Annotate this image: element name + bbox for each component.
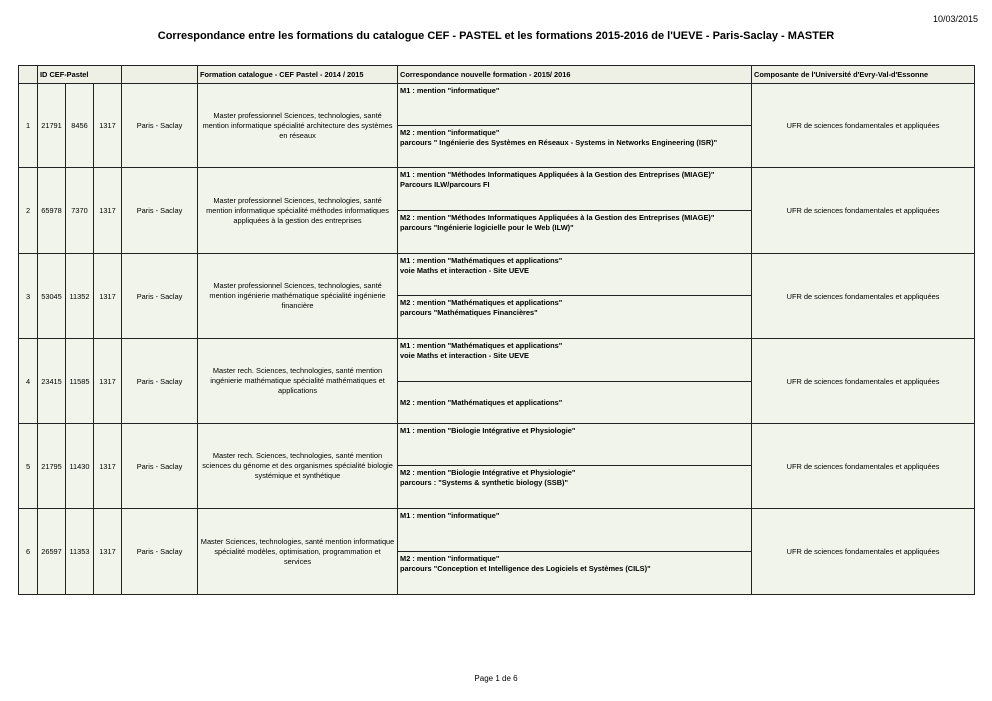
m2-line: M2 : mention "Biologie Intégrative et Physiologie" — [400, 468, 576, 477]
id-code: 1317 — [94, 509, 122, 595]
header-formation: Formation catalogue - CEF Pastel - 2014 / 2015 — [198, 66, 398, 84]
m2-line: M2 : mention "informatique" — [400, 554, 500, 563]
id-code: 1317 — [94, 424, 122, 509]
id-cef: 53045 — [38, 254, 66, 339]
composante: UFR de sciences fondamentales et appliquées — [752, 168, 975, 254]
id-cef: 21795 — [38, 424, 66, 509]
table-header-row — [19, 66, 975, 84]
id-cef: 26597 — [38, 509, 66, 595]
header-correspondance: Correspondance nouvelle formation - 2015/ 2016 — [398, 66, 752, 84]
site: Paris - Saclay — [122, 339, 198, 424]
table-row — [19, 509, 975, 552]
correspondance-m2 — [398, 211, 752, 254]
m2-line: M2 : mention "informatique" — [400, 128, 500, 137]
id-cef: 21791 — [38, 84, 66, 168]
m2-line: parcours "Mathématiques Financières" — [400, 308, 538, 317]
correspondance-m2 — [398, 466, 752, 509]
m1-line: M1 : mention "Biologie Intégrative et Physiologie" — [400, 426, 576, 435]
id-cef: 23415 — [38, 339, 66, 424]
correspondence-table — [18, 65, 975, 595]
composante: UFR de sciences fondamentales et appliquées — [752, 84, 975, 168]
row-number: 3 — [19, 254, 38, 339]
id-pastel: 11430 — [66, 424, 94, 509]
formation-catalogue: Master professionnel Sciences, technologies, santé mention informatique spécialité architecture des systèmes en réseaux — [198, 84, 398, 168]
id-code: 1317 — [94, 254, 122, 339]
composante: UFR de sciences fondamentales et appliquées — [752, 339, 975, 424]
correspondance-m2 — [398, 382, 752, 424]
m1-line: voie Maths et interaction - Site UEVE — [400, 351, 529, 360]
table-row — [19, 424, 975, 466]
header-id: ID CEF-Pastel — [38, 66, 122, 84]
formation-catalogue: Master rech. Sciences, technologies, santé mention ingénierie mathématique spécialité mathématiques et applications — [198, 339, 398, 424]
correspondance-m1 — [398, 84, 752, 126]
document-date: 10/03/2015 — [932, 14, 978, 24]
table-row — [19, 84, 975, 126]
id-pastel: 7370 — [66, 168, 94, 254]
table-body — [19, 84, 975, 595]
id-pastel: 11353 — [66, 509, 94, 595]
id-pastel: 11352 — [66, 254, 94, 339]
correspondance-m1 — [398, 254, 752, 296]
m2-line: parcours "Ingénierie logicielle pour le Web (ILW)" — [400, 223, 574, 232]
site: Paris - Saclay — [122, 168, 198, 254]
page-number: Page 1 de 6 — [474, 674, 518, 683]
id-pastel: 8456 — [66, 84, 94, 168]
m2-line: parcours " Ingénierie des Systèmes en Réseaux - Systems in Networks Engineering (ISR)" — [400, 138, 718, 147]
row-number: 4 — [19, 339, 38, 424]
correspondance-m1 — [398, 168, 752, 211]
m1-line: voie Maths et interaction - Site UEVE — [400, 266, 529, 275]
correspondance-m1 — [398, 339, 752, 382]
m1-line: M1 : mention "Méthodes Informatiques Appliquées à la Gestion des Entreprises (MIAGE)" — [400, 170, 715, 179]
correspondance-m2 — [398, 296, 752, 339]
site: Paris - Saclay — [122, 509, 198, 595]
table-row — [19, 254, 975, 296]
header-num — [19, 66, 38, 84]
m2-line: M2 : mention "Mathématiques et applications" — [400, 298, 563, 307]
correspondance-m1 — [398, 509, 752, 552]
m1-line: M1 : mention "informatique" — [400, 86, 500, 95]
row-number: 2 — [19, 168, 38, 254]
site: Paris - Saclay — [122, 254, 198, 339]
id-code: 1317 — [94, 84, 122, 168]
row-number: 5 — [19, 424, 38, 509]
id-code: 1317 — [94, 339, 122, 424]
m2-line: M2 : mention "Méthodes Informatiques Appliquées à la Gestion des Entreprises (MIAGE)" — [400, 213, 715, 222]
site: Paris - Saclay — [122, 424, 198, 509]
m1-line: M1 : mention "Mathématiques et applications" — [400, 256, 563, 265]
composante: UFR de sciences fondamentales et appliquées — [752, 254, 975, 339]
header-site — [122, 66, 198, 84]
m1-line: M1 : mention "Mathématiques et applications" — [400, 341, 563, 350]
m2-line: M2 : mention "Mathématiques et applications" — [400, 397, 563, 407]
table-row — [19, 168, 975, 211]
id-pastel: 11585 — [66, 339, 94, 424]
id-code: 1317 — [94, 168, 122, 254]
m1-line: Parcours ILW/parcours FI — [400, 180, 490, 189]
formation-catalogue: Master rech. Sciences, technologies, santé mention sciences du génome et des organismes spécialité biologie systémique et synthétique — [198, 424, 398, 509]
m2-line: parcours : "Systems & synthetic biology (SSB)" — [400, 478, 569, 487]
header-composante: Composante de l'Université d'Evry-Val-d'Essonne — [752, 66, 975, 84]
document-title: Correspondance entre les formations du catalogue CEF - PASTEL et les formations 2015-2016 de l'UEVE - Paris-Saclay - MASTER — [157, 30, 835, 42]
row-number: 6 — [19, 509, 38, 595]
site: Paris - Saclay — [122, 84, 198, 168]
composante: UFR de sciences fondamentales et appliquées — [752, 509, 975, 595]
id-cef: 65978 — [38, 168, 66, 254]
formation-catalogue: Master professionnel Sciences, technologies, santé mention informatique spécialité méthodes informatiques appliquées à la gestion des entreprises — [198, 168, 398, 254]
row-number: 1 — [19, 84, 38, 168]
composante: UFR de sciences fondamentales et appliquées — [752, 424, 975, 509]
formation-catalogue: Master Sciences, technologies, santé mention informatique spécialité modèles, optimisation, programmation et services — [198, 509, 398, 595]
correspondance-m1 — [398, 424, 752, 466]
m1-line: M1 : mention "informatique" — [400, 511, 500, 520]
formation-catalogue: Master professionnel Sciences, technologies, santé mention ingénierie mathématique spécialité ingénierie financière — [198, 254, 398, 339]
table-row — [19, 339, 975, 382]
correspondance-m2 — [398, 126, 752, 168]
correspondance-m2 — [398, 552, 752, 595]
m2-line: parcours "Conception et Intelligence des Logiciels et Systèmes (CILS)" — [400, 564, 651, 573]
